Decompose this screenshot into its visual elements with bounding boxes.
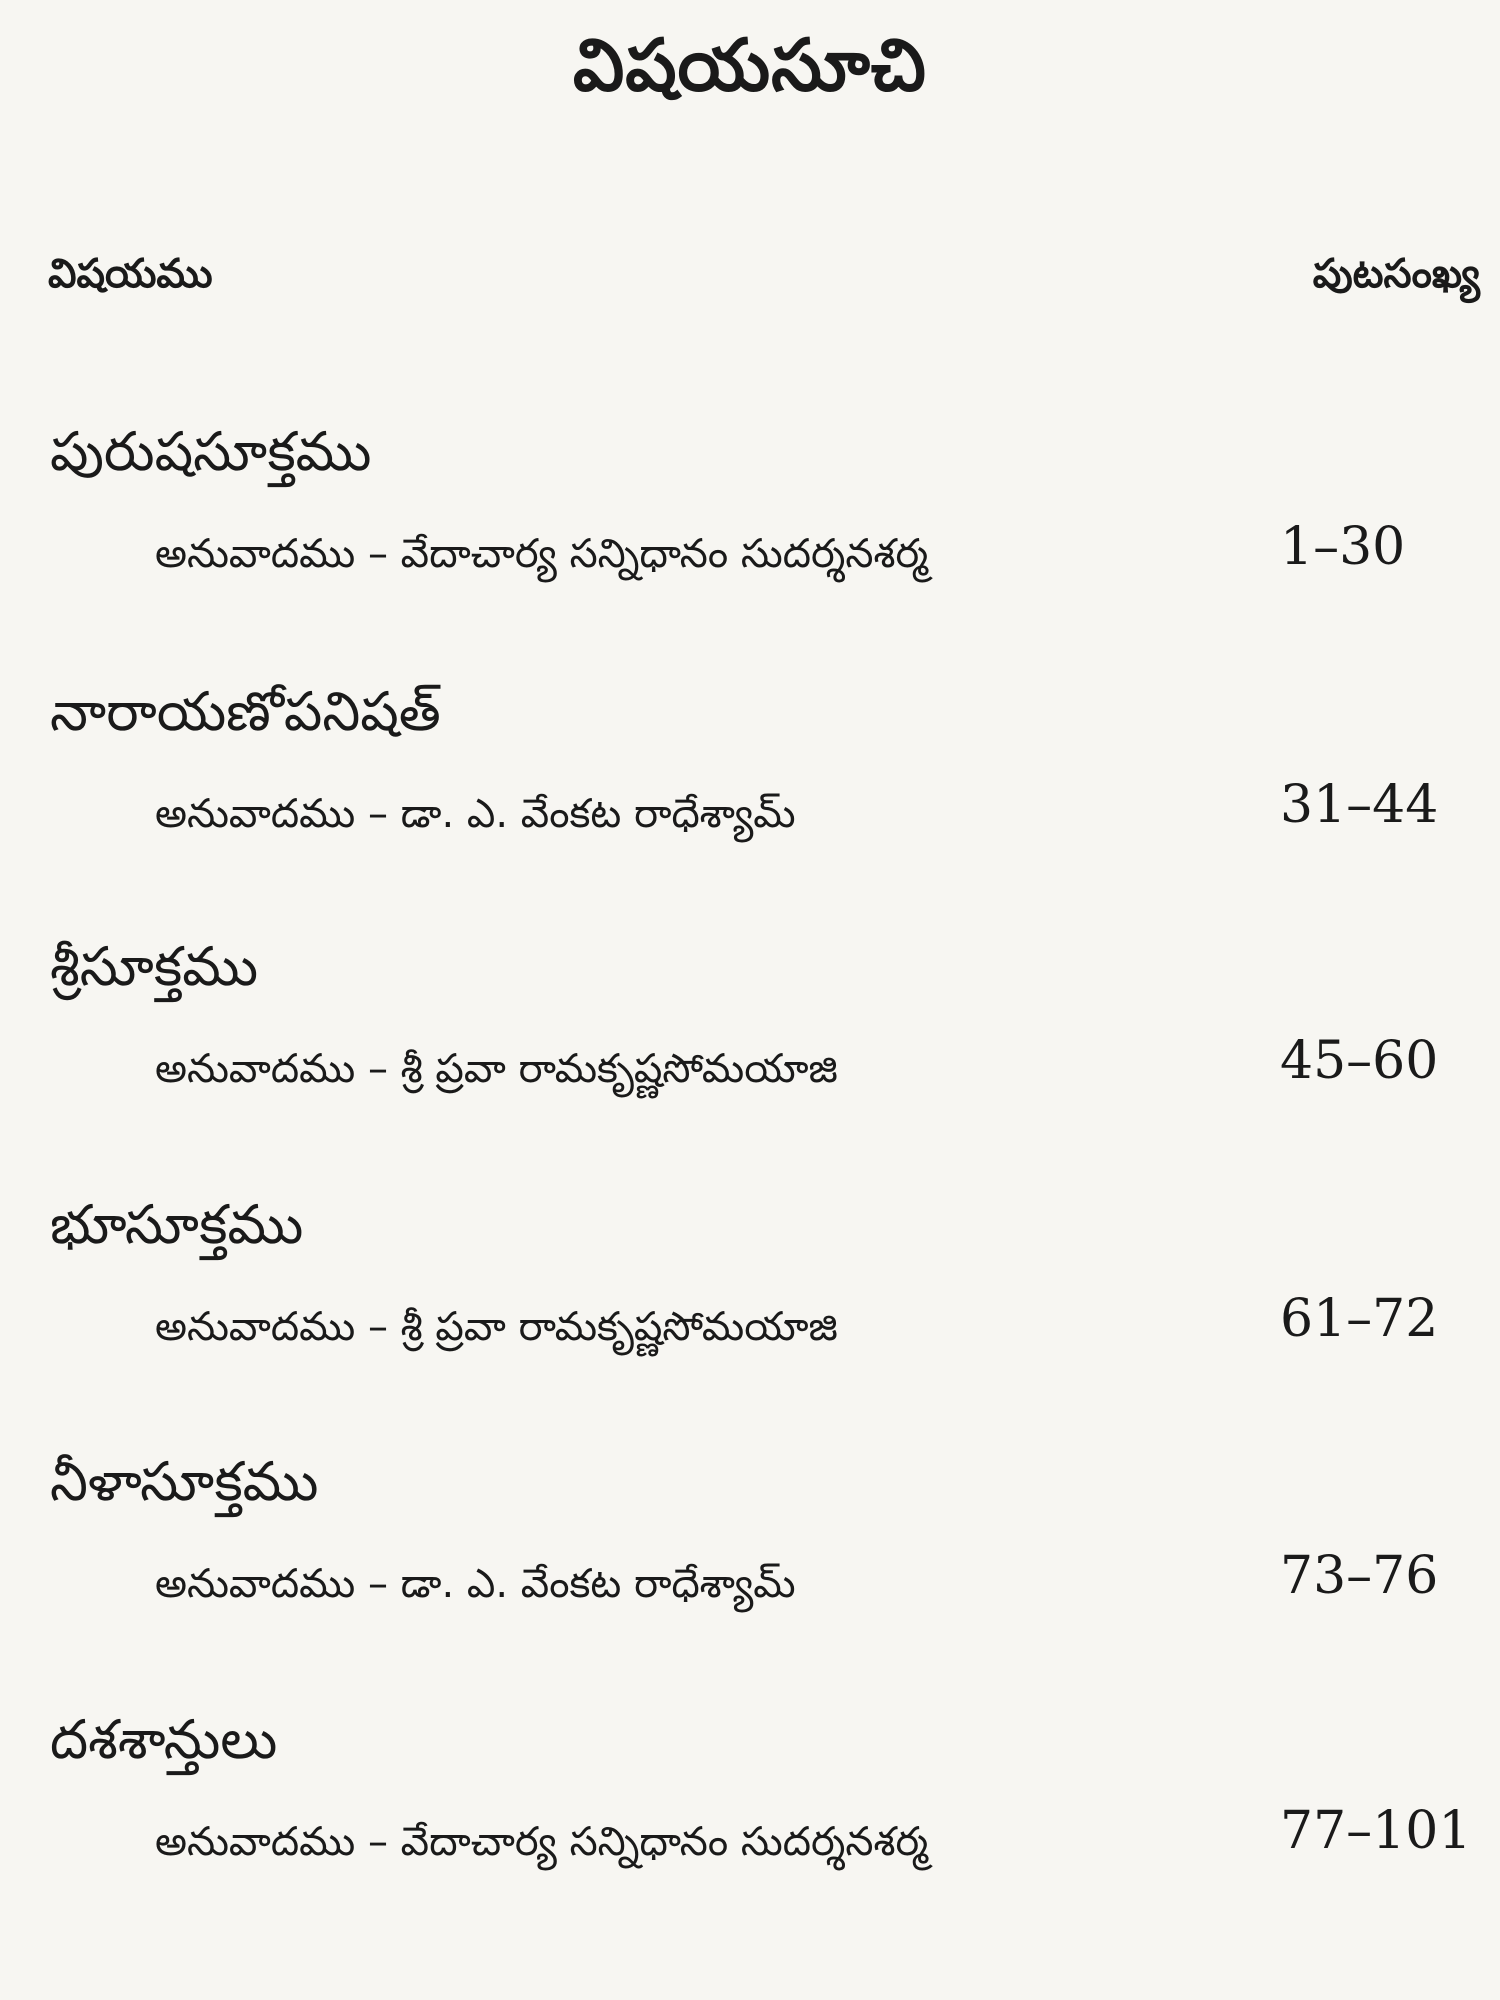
section-translator: అనువాదము – వేదాచార్య సన్నిధానం సుదర్శనశర్మ (155, 1819, 929, 1865)
section-page-range: 45–60 (1280, 1031, 1439, 1091)
section-title: శ్రీసూక్తము (50, 935, 259, 998)
subject-column-header: విషయము (48, 251, 213, 297)
section-translator: అనువాదము – వేదాచార్య సన్నిధానం సుదర్శనశర్మ (155, 531, 929, 577)
section-page-range: 73–76 (1280, 1546, 1439, 1606)
section-translator: అనువాదము – శ్రీ ప్రవా రామకృష్ణసోమయాజి (155, 1046, 838, 1092)
section-page-range: 61–72 (1280, 1289, 1439, 1349)
section-title: నారాయణోపనిషత్ (50, 680, 441, 743)
page-number-column-header: పుటసంఖ్య (1312, 251, 1480, 297)
section-page-range: 1–30 (1280, 517, 1406, 577)
section-page-range: 31–44 (1280, 775, 1439, 835)
section-translator: అనువాదము – డా. ఎ. వేంకట రాధేశ్యామ్ (155, 791, 796, 837)
page-title: విషయసూచి (573, 23, 927, 107)
section-title: భూసూక్తము (50, 1193, 304, 1256)
section-title: దశశాన్తులు (50, 1708, 278, 1771)
section-translator: అనువాదము – శ్రీ ప్రవా రామకృష్ణసోమయాజి (155, 1304, 838, 1350)
section-page-range: 77–101 (1280, 1801, 1472, 1861)
section-title: నీళాసూక్తము (50, 1450, 319, 1513)
section-title: పురుషసూక్తము (50, 420, 372, 483)
section-translator: అనువాదము – డా. ఎ. వేంకట రాధేశ్యామ్ (155, 1561, 796, 1607)
